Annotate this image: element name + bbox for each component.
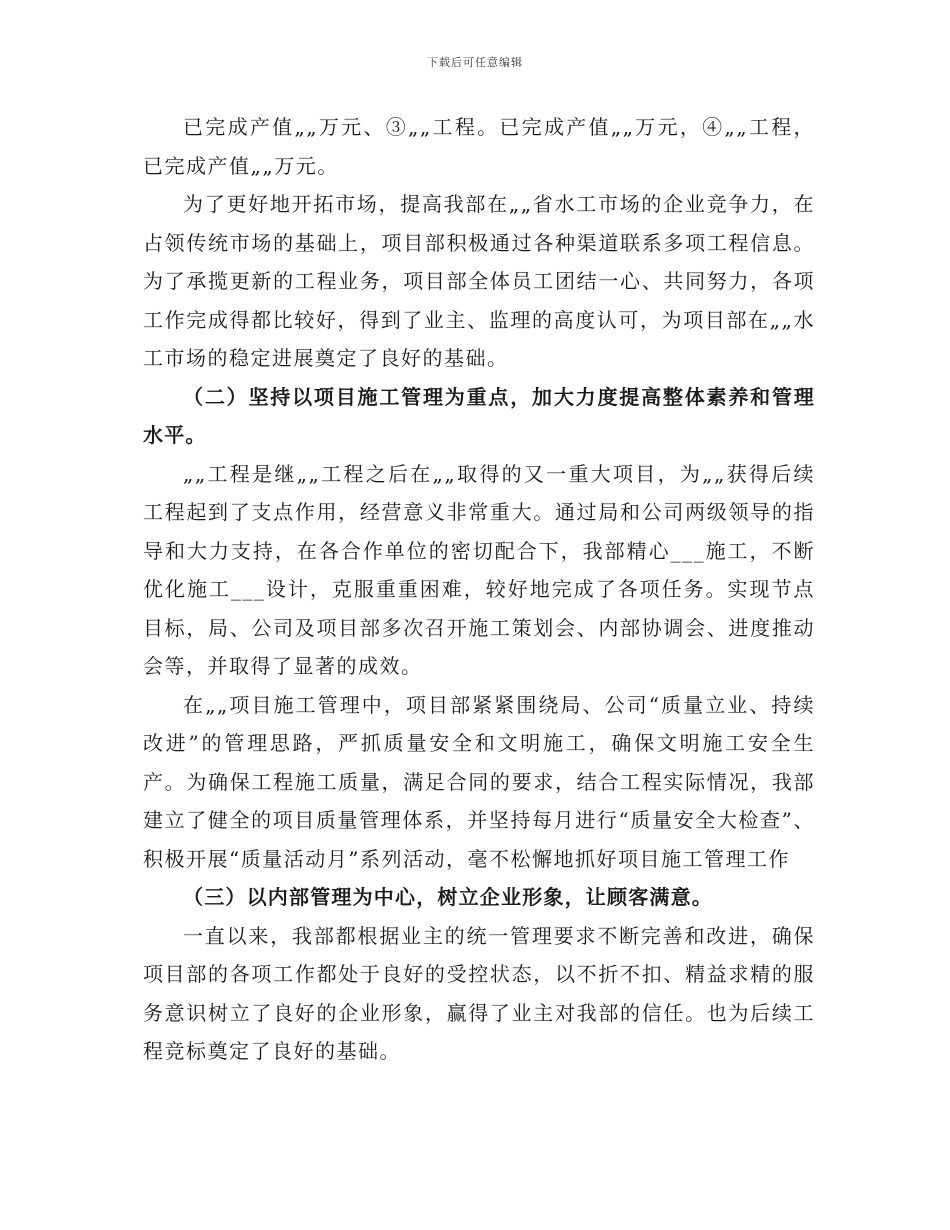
section-heading-internal-management: （三）以内部管理为中心，树立企业形象，让顾客满意。	[183, 885, 713, 909]
paragraph-project-significance: „„工程是继„„工程之后在„„取得的又一重大项目，为„„获得后续工程起到了支点作用，经营意义非常重大。通过局和公司两级领导的指导和大力支持，在各合作单位的密切配合下，我部精心___施工，不断优化施工___设计，克服重重困难，较好地完成了各项任务。实现节点目标，局、公司及项目部多次召开施工策划会、内部协调会、进度推动会等，并取得了显著的成效。	[143, 461, 815, 678]
document-body	[143, 108, 815, 1071]
paragraph-market-expansion: 为了更好地开拓市场，提高我部在„„省水工市场的企业竞争力，在占领传统市场的基础上，项目部积极通过各种渠道联系多项工程信息。为了承揽更新的工程业务，项目部全体员工团结一心、共同努力，各项工作完成得都比较好，得到了业主、监理的高度认可，为项目部在„„水工市场的稳定进展奠定了良好的基础。	[143, 192, 815, 370]
paragraph-output-values: 已完成产值„„万元、③„„工程。已完成产值„„万元，④„„工程，已完成产值„„万元。	[143, 115, 815, 178]
section-heading-construction-management: （二）坚持以项目施工管理为重点，加大力度提高整体素养和管理水平。	[143, 384, 815, 447]
paragraph-quality-management: 在„„项目施工管理中，项目部紧紧围绕局、公司“质量立业、持续改进”的管理思路，严抓质量安全和文明施工，确保文明施工安全生产。为确保工程施工质量，满足合同的要求，结合工程实际情况，我部建立了健全的项目质量管理体系，并坚持每月进行“质量安全大检查”、积极开展“质量活动月”系列活动，毫不松懈地抓好项目施工管理工作	[143, 692, 815, 871]
page-header-note: 下载后可任意编辑	[427, 56, 523, 69]
paragraph-corporate-image: 一直以来，我部都根据业主的统一管理要求不断完善和改进，确保项目部的各项工作都处于良好的受控状态，以不折不扣、精益求精的服务意识树立了良好的企业形象，赢得了业主对我部的信任。也为后续工程竞标奠定了良好的基础。	[143, 923, 815, 1063]
